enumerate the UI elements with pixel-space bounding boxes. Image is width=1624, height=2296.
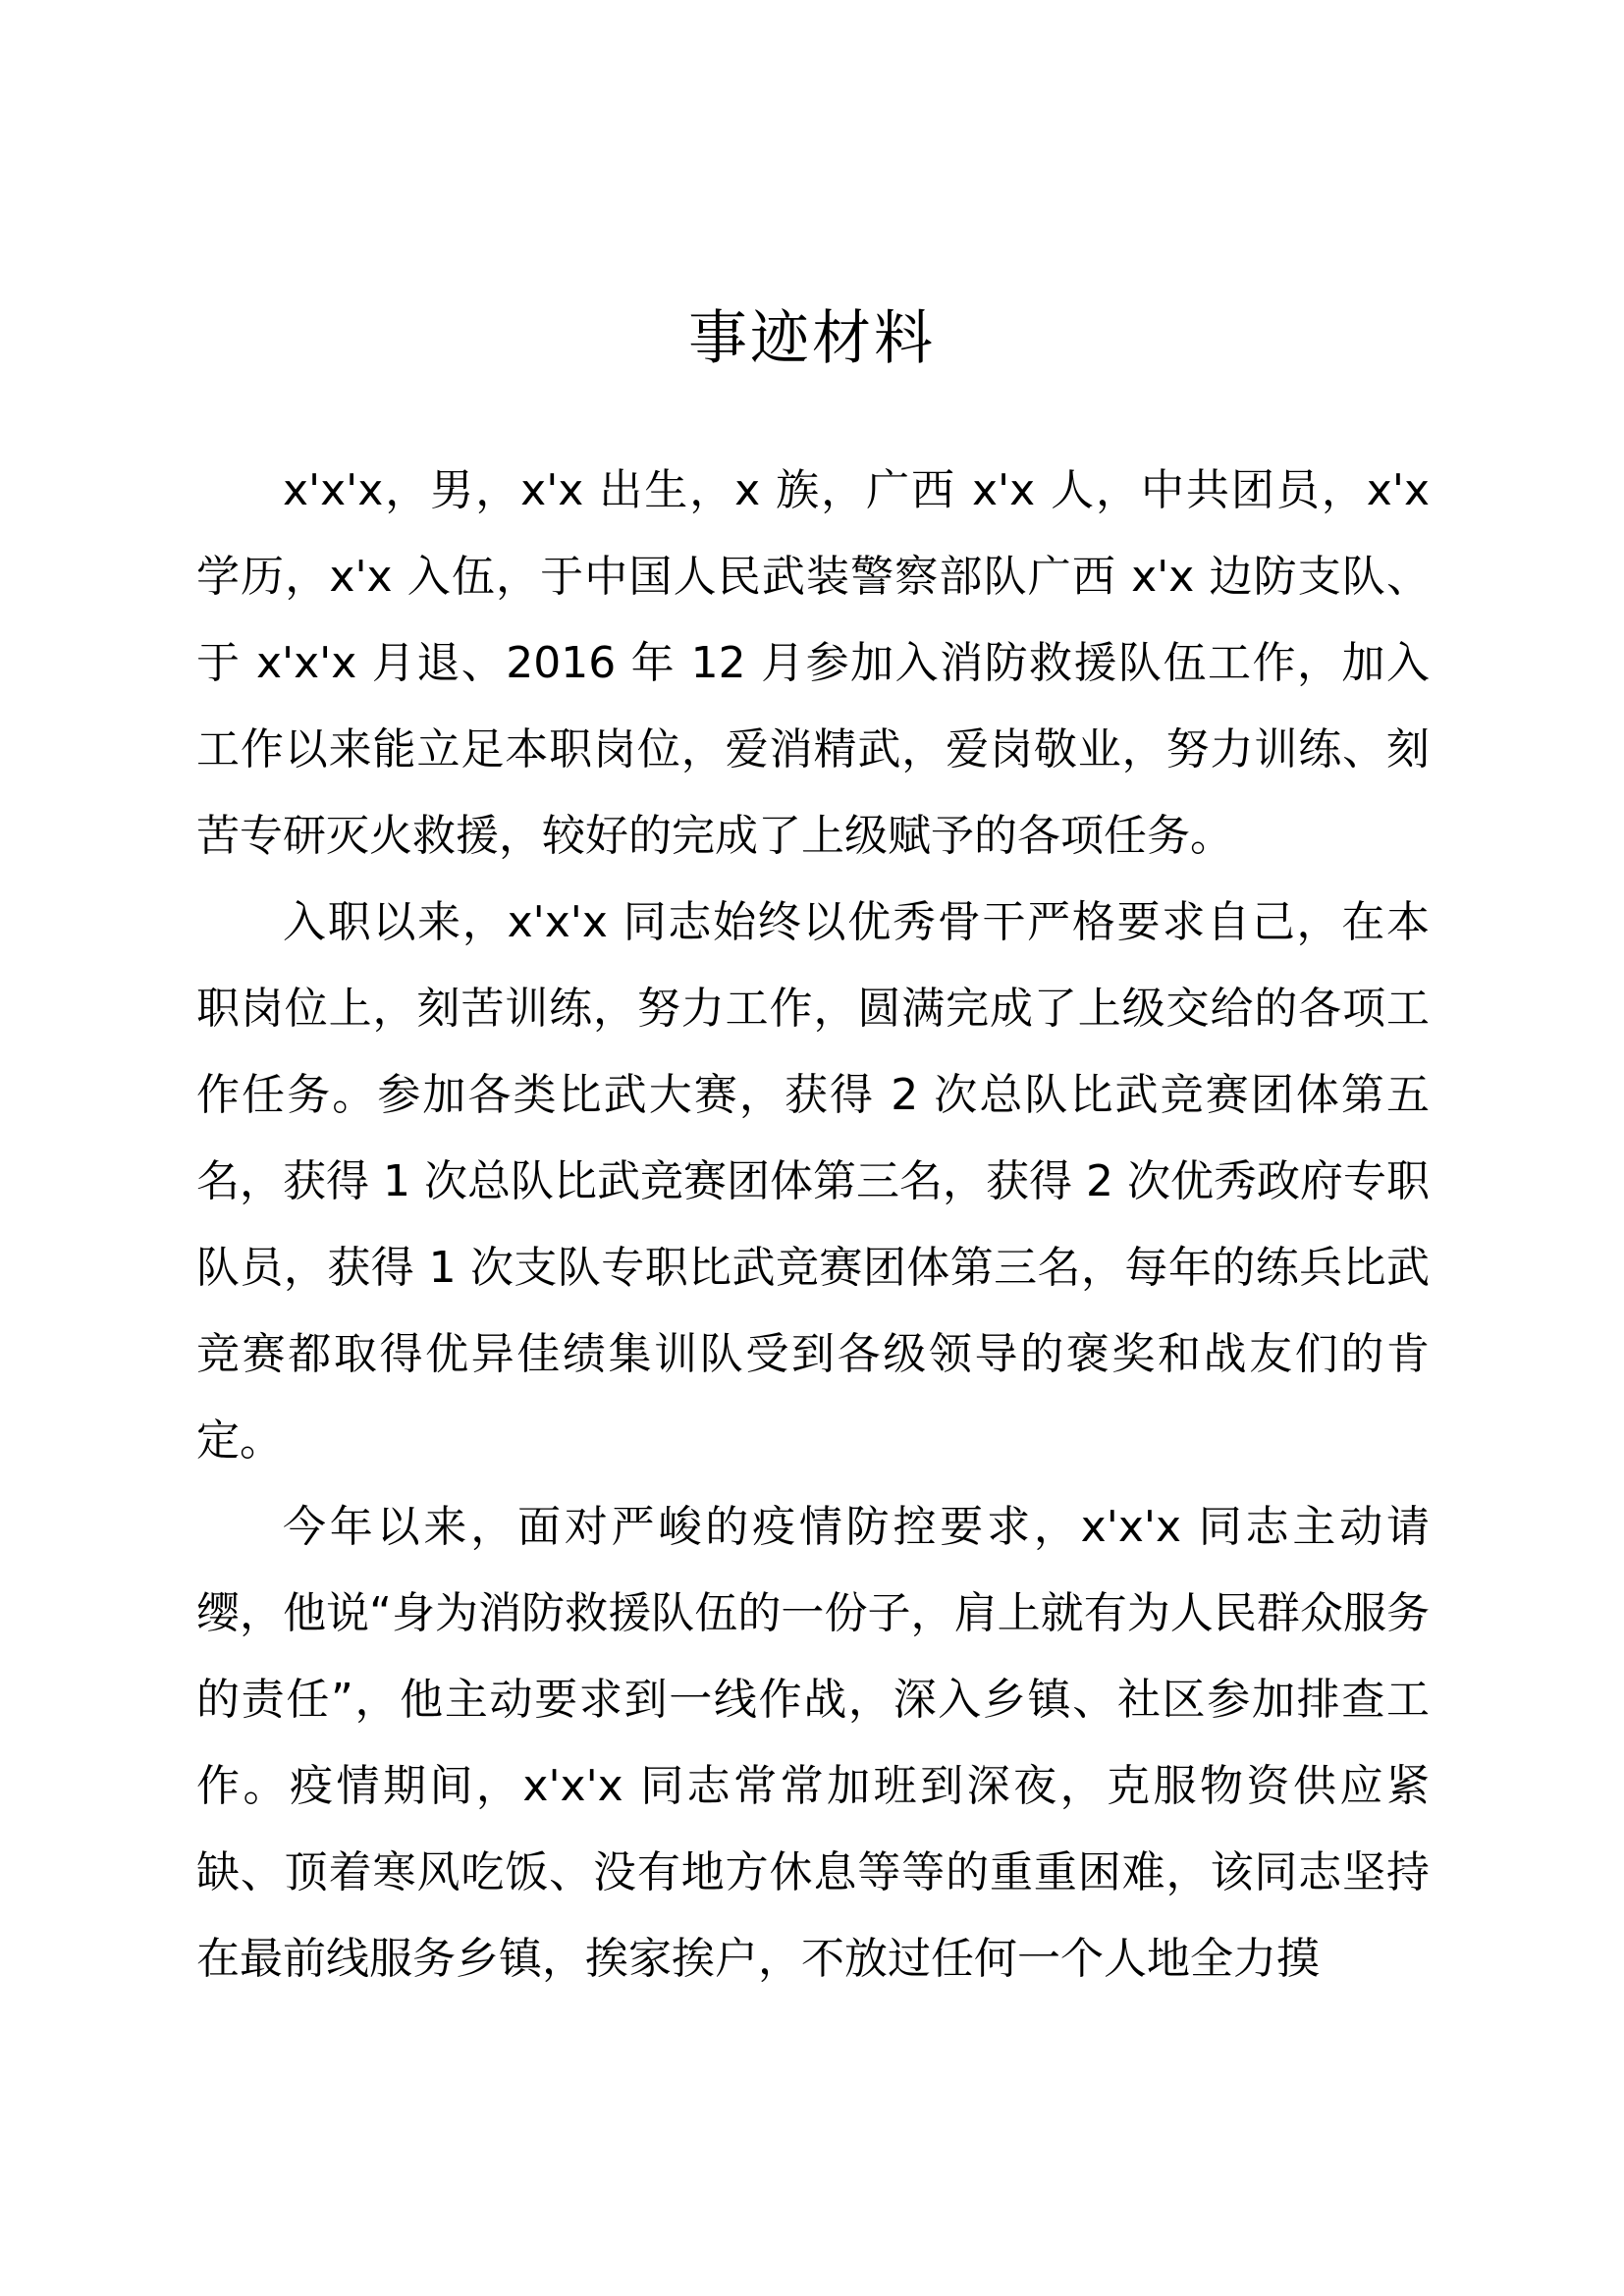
paragraph-intro: x'x'x，男，x'x 出生，x 族，广西 x'x 人，中共团员，x'x 学历，x'x 入伍，于中国人民武装警察部队广西 x'x 边防支队、于 x'x'x 月退、2016 年 12 月参加入消防救援队伍工作，加入工作以来能立足本职岗位，爱消精武，爱岗敬业，努力训练、刻苦专研灭火救援，较好的完成了上级赋予的各项任务。: [196, 465, 1430, 861]
paragraph-work-achievements: 入职以来，x'x'x 同志始终以优秀骨干严格要求自己，在本职岗位上，刻苦训练，努力工作，圆满完成了上级交给的各项工作任务。参加各类比武大赛，获得 2 次总队比武竞赛团体第五名，获得 1 次总队比武竞赛团体第三名，获得 2 次优秀政府专职队员，获得 1 次支队专职比武竞赛团体第三名，每年的练兵比武竞赛都取得优异佳绩集训队受到各级领导的褒奖和战友们的肯定。: [196, 897, 1430, 1466]
paragraph-epidemic-service: 今年以来，面对严峻的疫情防控要求，x'x'x 同志主动请缨，他说“身为消防救援队伍的一份子，肩上就有为人民群众服务的责任”，他主动要求到一线作战，深入乡镇、社区参加排查工作。疫情期间，x'x'x 同志常常加班到深夜，克服物资供应紧缺、顶着寒风吃饭、没有地方休息等等的重重困难，该同志坚持在最前线服务乡镇，挨家挨户，不放过任何一个人地全力摸: [196, 1502, 1430, 1984]
page-title: 事迹材料: [688, 304, 936, 373]
document-body: [196, 448, 1430, 2002]
